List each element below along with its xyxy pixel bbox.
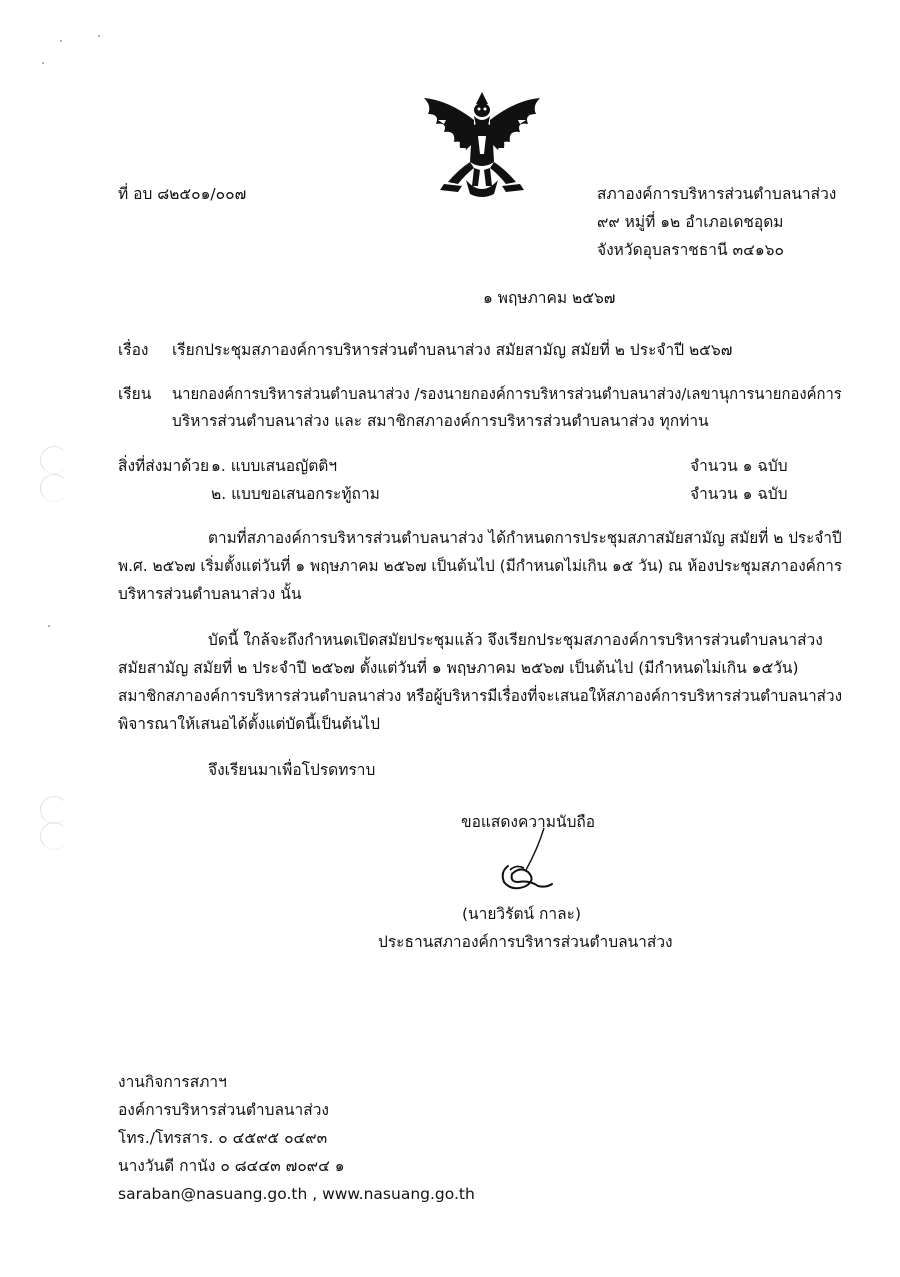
body-paragraph-2-line: พิจารณาให้เสนอได้ตั้งแต่บัดนี้เป็นต้นไป [118,715,380,733]
footer-email-website: saraban@nasuang.go.th , www.nasuang.go.th [118,1185,475,1203]
scan-speck [60,40,62,42]
garuda-emblem-icon [418,90,546,200]
body-paragraph-2-line: สมัยสามัญ สมัยที่ ๒ ประจำปี ๒๕๖๗ ตั้งแต่วันที่ ๑ พฤษภาคม ๒๕๖๗ เป็นต้นไป (มีกำหนดไม่เกิน ๑๕วัน) [118,659,799,677]
footer-organization: องค์การบริหารส่วนตำบลนาส่วง [118,1101,329,1119]
footer-phone: โทร./โทรสาร. ๐ ๔๕๙๕ ๐๔๙๓ [118,1129,328,1147]
enclosure-label: สิ่งที่ส่งมาด้วย [118,457,210,475]
scan-speck [98,35,100,37]
subject-label: เรื่อง [118,341,149,359]
enclosure-item: ๒. แบบขอเสนอกระทู้ถาม [211,485,380,503]
body-paragraph-1-line: ตามที่สภาองค์การบริหารส่วนตำบลนาส่วง ได้กำหนดการประชุมสภาสมัยสามัญ สมัยที่ ๒ ประจำปี [208,529,842,547]
recipient-line2: บริหารส่วนตำบลนาส่วง และ สมาชิกสภาองค์การบริหารส่วนตำบลนาส่วง ทุกท่าน [172,412,709,430]
body-paragraph-1-line: บริหารส่วนตำบลนาส่วง นั้น [118,585,302,603]
reference-number: ที่ อบ ๘๒๕๐๑/๐๐๗ [118,185,247,203]
punch-hole-mark [40,796,68,824]
punch-hole-mark [40,474,68,502]
signer-title: ประธานสภาองค์การบริหารส่วนตำบลนาส่วง [378,933,673,951]
body-paragraph-2-line: สมาชิกสภาองค์การบริหารส่วนตำบลนาส่วง หรือผู้บริหารมีเรื่องที่จะเสนอให้สภาองค์การบริหารส่วนตำบลนาส่วง [118,687,843,705]
punch-hole-mark [40,822,68,850]
closing-line: จึงเรียนมาเพื่อโปรดทราบ [208,761,376,779]
scan-speck [48,625,50,627]
enclosure-quantity: จำนวน ๑ ฉบับ [690,457,788,475]
footer-office: งานกิจการสภาฯ [118,1073,227,1091]
salutation: ขอแสดงความนับถือ [461,813,596,831]
sender-organization: สภาองค์การบริหารส่วนตำบลนาส่วง [597,185,837,203]
body-paragraph-1-line: พ.ศ. ๒๕๖๗ เริ่มตั้งแต่วันที่ ๑ พฤษภาคม ๒๕๖๗ เป็นต้นไป (มีกำหนดไม่เกิน ๑๕ วัน) ณ ห้องประชุมสภาองค์การ [118,557,843,575]
body-paragraph-2-line: บัดนี้ ใกล้จะถึงกำหนดเปิดสมัยประชุมแล้ว จึงเรียกประชุมสภาองค์การบริหารส่วนตำบลนาส่วง [208,631,823,649]
footer-contact-person: นางวันดี กานัง ๐ ๘๔๔๓ ๗๐๙๔ ๑ [118,1157,345,1175]
handwritten-signature [482,826,572,896]
subject-text: เรียกประชุมสภาองค์การบริหารส่วนตำบลนาส่วง สมัยสามัญ สมัยที่ ๒ ประจำปี ๒๕๖๗ [172,341,733,359]
letter-date: ๑ พฤษภาคม ๒๕๖๗ [483,289,616,307]
enclosure-quantity: จำนวน ๑ ฉบับ [690,485,788,503]
recipient-label: เรียน [118,385,152,403]
enclosure-item: ๑. แบบเสนอญัตติฯ [211,457,338,475]
sender-address-line2: จังหวัดอุบลราชธานี ๓๔๑๖๐ [597,241,784,259]
scan-speck [42,62,44,64]
sender-address-line1: ๙๙ หมู่ที่ ๑๒ อำเภอเดชอุดม [597,213,784,231]
signer-name: (นายวิรัตน์ กาละ) [462,905,582,923]
punch-hole-mark [40,446,68,474]
recipient-line1: นายกองค์การบริหารส่วนตำบลนาส่วง /รองนายกองค์การบริหารส่วนตำบลนาส่วง/เลขานุการนายกองค์การ [172,385,842,403]
